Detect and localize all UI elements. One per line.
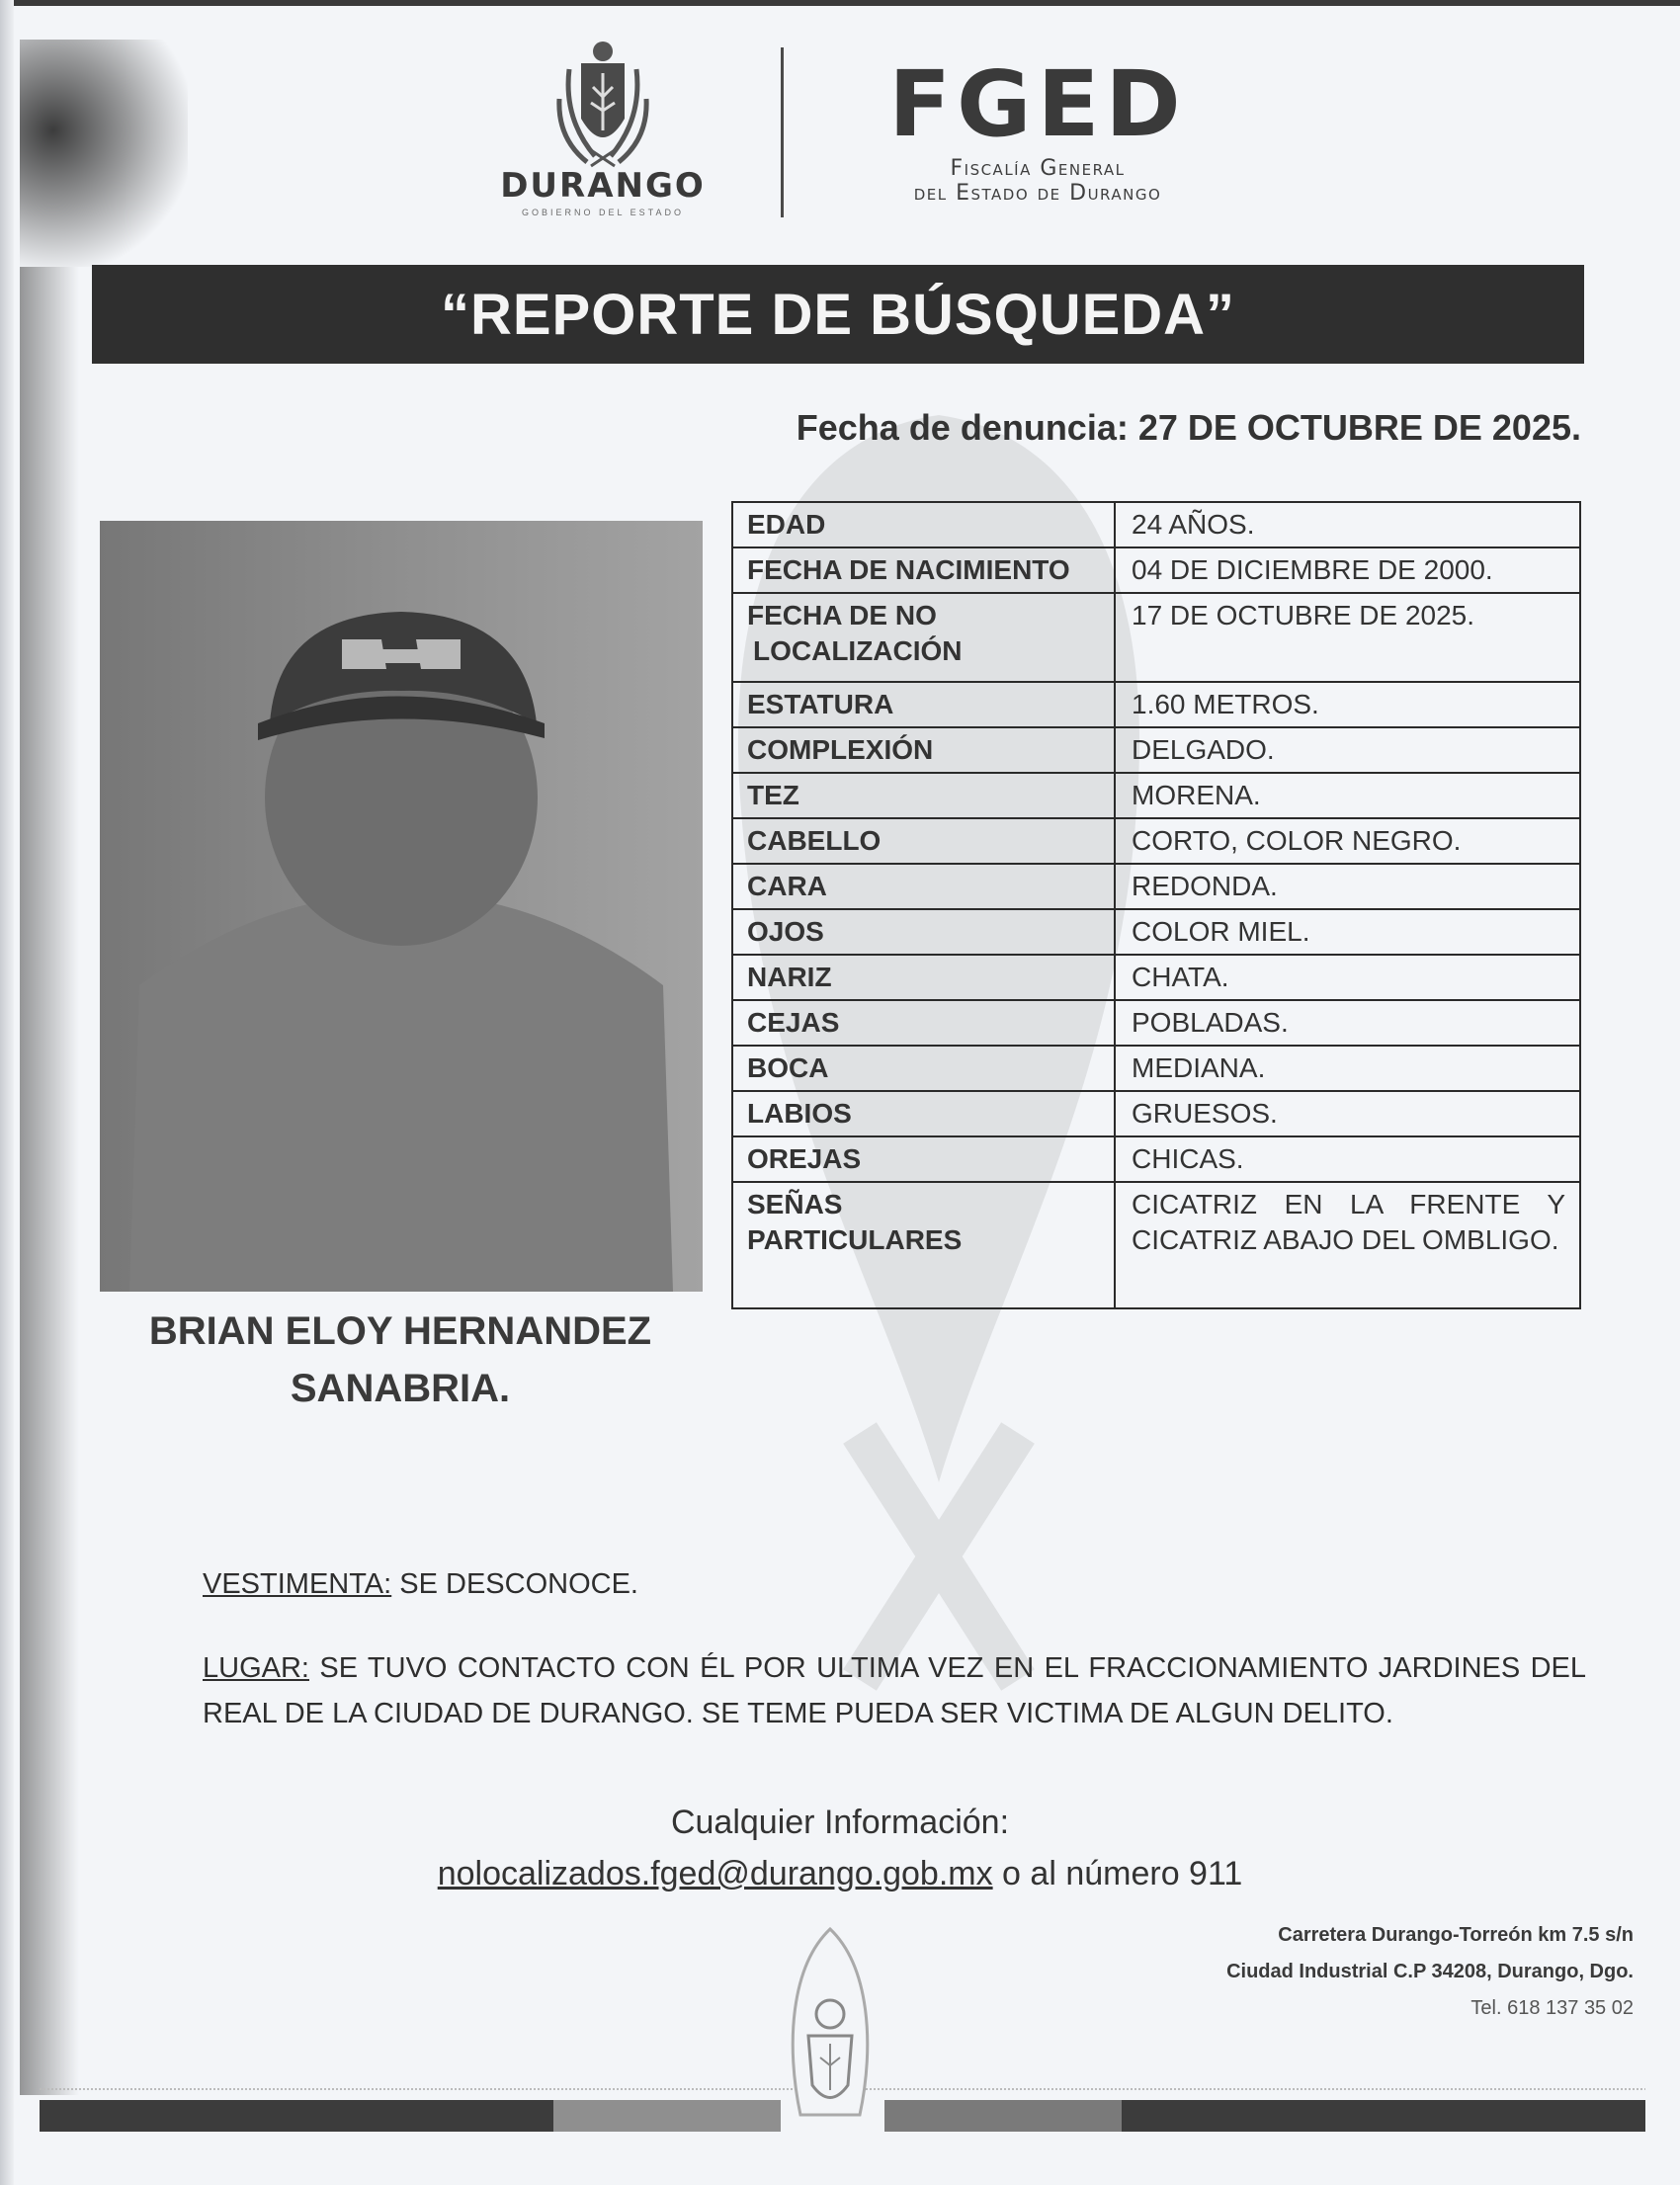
detail-label: TEZ	[732, 773, 1115, 818]
detail-value: 1.60 METROS.	[1115, 682, 1580, 727]
detail-value: 04 DE DICIEMBRE DE 2000.	[1115, 547, 1580, 593]
fged-acronym: FGED	[888, 51, 1187, 157]
detail-value: GRUESOS.	[1115, 1091, 1580, 1136]
detail-label: FECHA DE NACIMIENTO	[732, 547, 1115, 593]
table-row	[732, 1000, 1580, 1046]
detail-label-line: PARTICULARES	[747, 1224, 963, 1255]
detail-label-line: SEÑAS	[747, 1189, 843, 1219]
detail-value: CICATRIZ EN LA FRENTE Y CICATRIZ ABAJO DEL OMBLIGO.	[1115, 1182, 1580, 1308]
detail-value: MEDIANA.	[1115, 1046, 1580, 1091]
location-paragraph	[203, 1645, 1586, 1736]
footer-bar	[40, 2100, 553, 2132]
clothing-paragraph	[203, 1561, 1586, 1607]
footer-bar	[884, 2100, 1122, 2132]
table-row	[732, 727, 1580, 773]
table-row	[732, 682, 1580, 727]
table-row	[732, 547, 1580, 593]
scan-edge-top	[0, 0, 1680, 6]
detail-label: CARA	[732, 864, 1115, 909]
report-title: “REPORTE DE BÚSQUEDA”	[440, 282, 1236, 347]
contact-heading: Cualquier Información:	[670, 1804, 1010, 1841]
contact-phone-text: o al número 911	[992, 1855, 1243, 1892]
detail-value: REDONDA.	[1115, 864, 1580, 909]
detail-label	[732, 1182, 1115, 1308]
address-line-1: Carretera Durango-Torreón km 7.5 s/n	[1278, 1924, 1634, 1946]
scan-smudge-strip	[20, 267, 79, 2095]
scan-edge-left	[0, 0, 14, 2185]
detail-label: EDAD	[732, 502, 1115, 547]
detail-label: LABIOS	[732, 1091, 1115, 1136]
address-line-2: Ciudad Industrial C.P 34208, Durango, Dgo.	[1226, 1961, 1634, 1982]
detail-value: POBLADAS.	[1115, 1000, 1580, 1046]
detail-value: CHICAS.	[1115, 1136, 1580, 1182]
missing-person-name	[89, 1303, 712, 1417]
detail-label	[732, 593, 1115, 682]
header-divider	[781, 47, 784, 217]
fged-name-line2: del Estado de Durango	[913, 181, 1162, 206]
detail-label-line: FECHA DE NO	[747, 600, 937, 630]
contact-block	[296, 1797, 1384, 1899]
report-date: Fecha de denuncia: 27 DE OCTUBRE DE 2025.	[796, 407, 1581, 448]
detail-label-line: LOCALIZACIÓN	[753, 635, 963, 666]
missing-person-photo	[100, 521, 703, 1292]
scan-smudge	[20, 40, 188, 267]
table-row	[732, 864, 1580, 909]
title-banner	[92, 265, 1584, 364]
fged-logo	[840, 51, 1235, 206]
footer-bar	[553, 2100, 781, 2132]
detail-label: OREJAS	[732, 1136, 1115, 1182]
table-row	[732, 1182, 1580, 1308]
location-text: SE TUVO CONTACTO CON ÉL POR ULTIMA VEZ EN EL FRACCIONAMIENTO JARDINES DEL REAL DE LA CIUDAD DE DURANGO. SE TEME PUEDA SER VICTIMA DE ALGUN DELITO.	[203, 1652, 1586, 1729]
table-row	[732, 955, 1580, 1000]
location-label: LUGAR:	[203, 1652, 309, 1684]
footer-bar	[1122, 2100, 1645, 2132]
table-row	[732, 1091, 1580, 1136]
person-details-table	[731, 501, 1581, 1309]
detail-value: 17 DE OCTUBRE DE 2025.	[1115, 593, 1580, 682]
footer-seal-icon	[781, 1927, 880, 2135]
address-phone: Tel. 618 137 35 02	[1470, 1997, 1634, 2019]
table-row	[732, 502, 1580, 547]
detail-label: ESTATURA	[732, 682, 1115, 727]
clothing-label: VESTIMENTA:	[203, 1568, 392, 1600]
detail-label: CEJAS	[732, 1000, 1115, 1046]
durango-wordmark: DURANGO	[500, 166, 706, 206]
detail-label: CABELLO	[732, 818, 1115, 864]
table-row	[732, 773, 1580, 818]
detail-value: 24 AÑOS.	[1115, 502, 1580, 547]
durango-subtitle: GOBIERNO DEL ESTADO	[521, 208, 685, 217]
detail-label: BOCA	[732, 1046, 1115, 1091]
detail-label: NARIZ	[732, 955, 1115, 1000]
name-line-1: BRIAN ELOY HERNANDEZ	[148, 1309, 652, 1353]
fged-name-line1: Fiscalía General	[950, 156, 1126, 181]
table-row	[732, 818, 1580, 864]
detail-label: COMPLEXIÓN	[732, 727, 1115, 773]
table-row	[732, 909, 1580, 955]
detail-label: OJOS	[732, 909, 1115, 955]
contact-email-link[interactable]: nolocalizados.fged@durango.gob.mx	[437, 1855, 993, 1892]
contact-line	[296, 1848, 1384, 1899]
name-line-2: SANABRIA.	[290, 1367, 511, 1410]
detail-value: MORENA.	[1115, 773, 1580, 818]
detail-value: CHATA.	[1115, 955, 1580, 1000]
detail-value: COLOR MIEL.	[1115, 909, 1580, 955]
office-address	[1226, 1917, 1634, 2027]
clothing-text: SE DESCONOCE.	[391, 1568, 638, 1600]
table-row	[732, 593, 1580, 682]
table-row	[732, 1136, 1580, 1182]
table-row	[732, 1046, 1580, 1091]
detail-value: CORTO, COLOR NEGRO.	[1115, 818, 1580, 864]
detail-value: DELGADO.	[1115, 727, 1580, 773]
durango-crest-icon	[544, 40, 662, 168]
durango-government-logo	[450, 40, 756, 227]
